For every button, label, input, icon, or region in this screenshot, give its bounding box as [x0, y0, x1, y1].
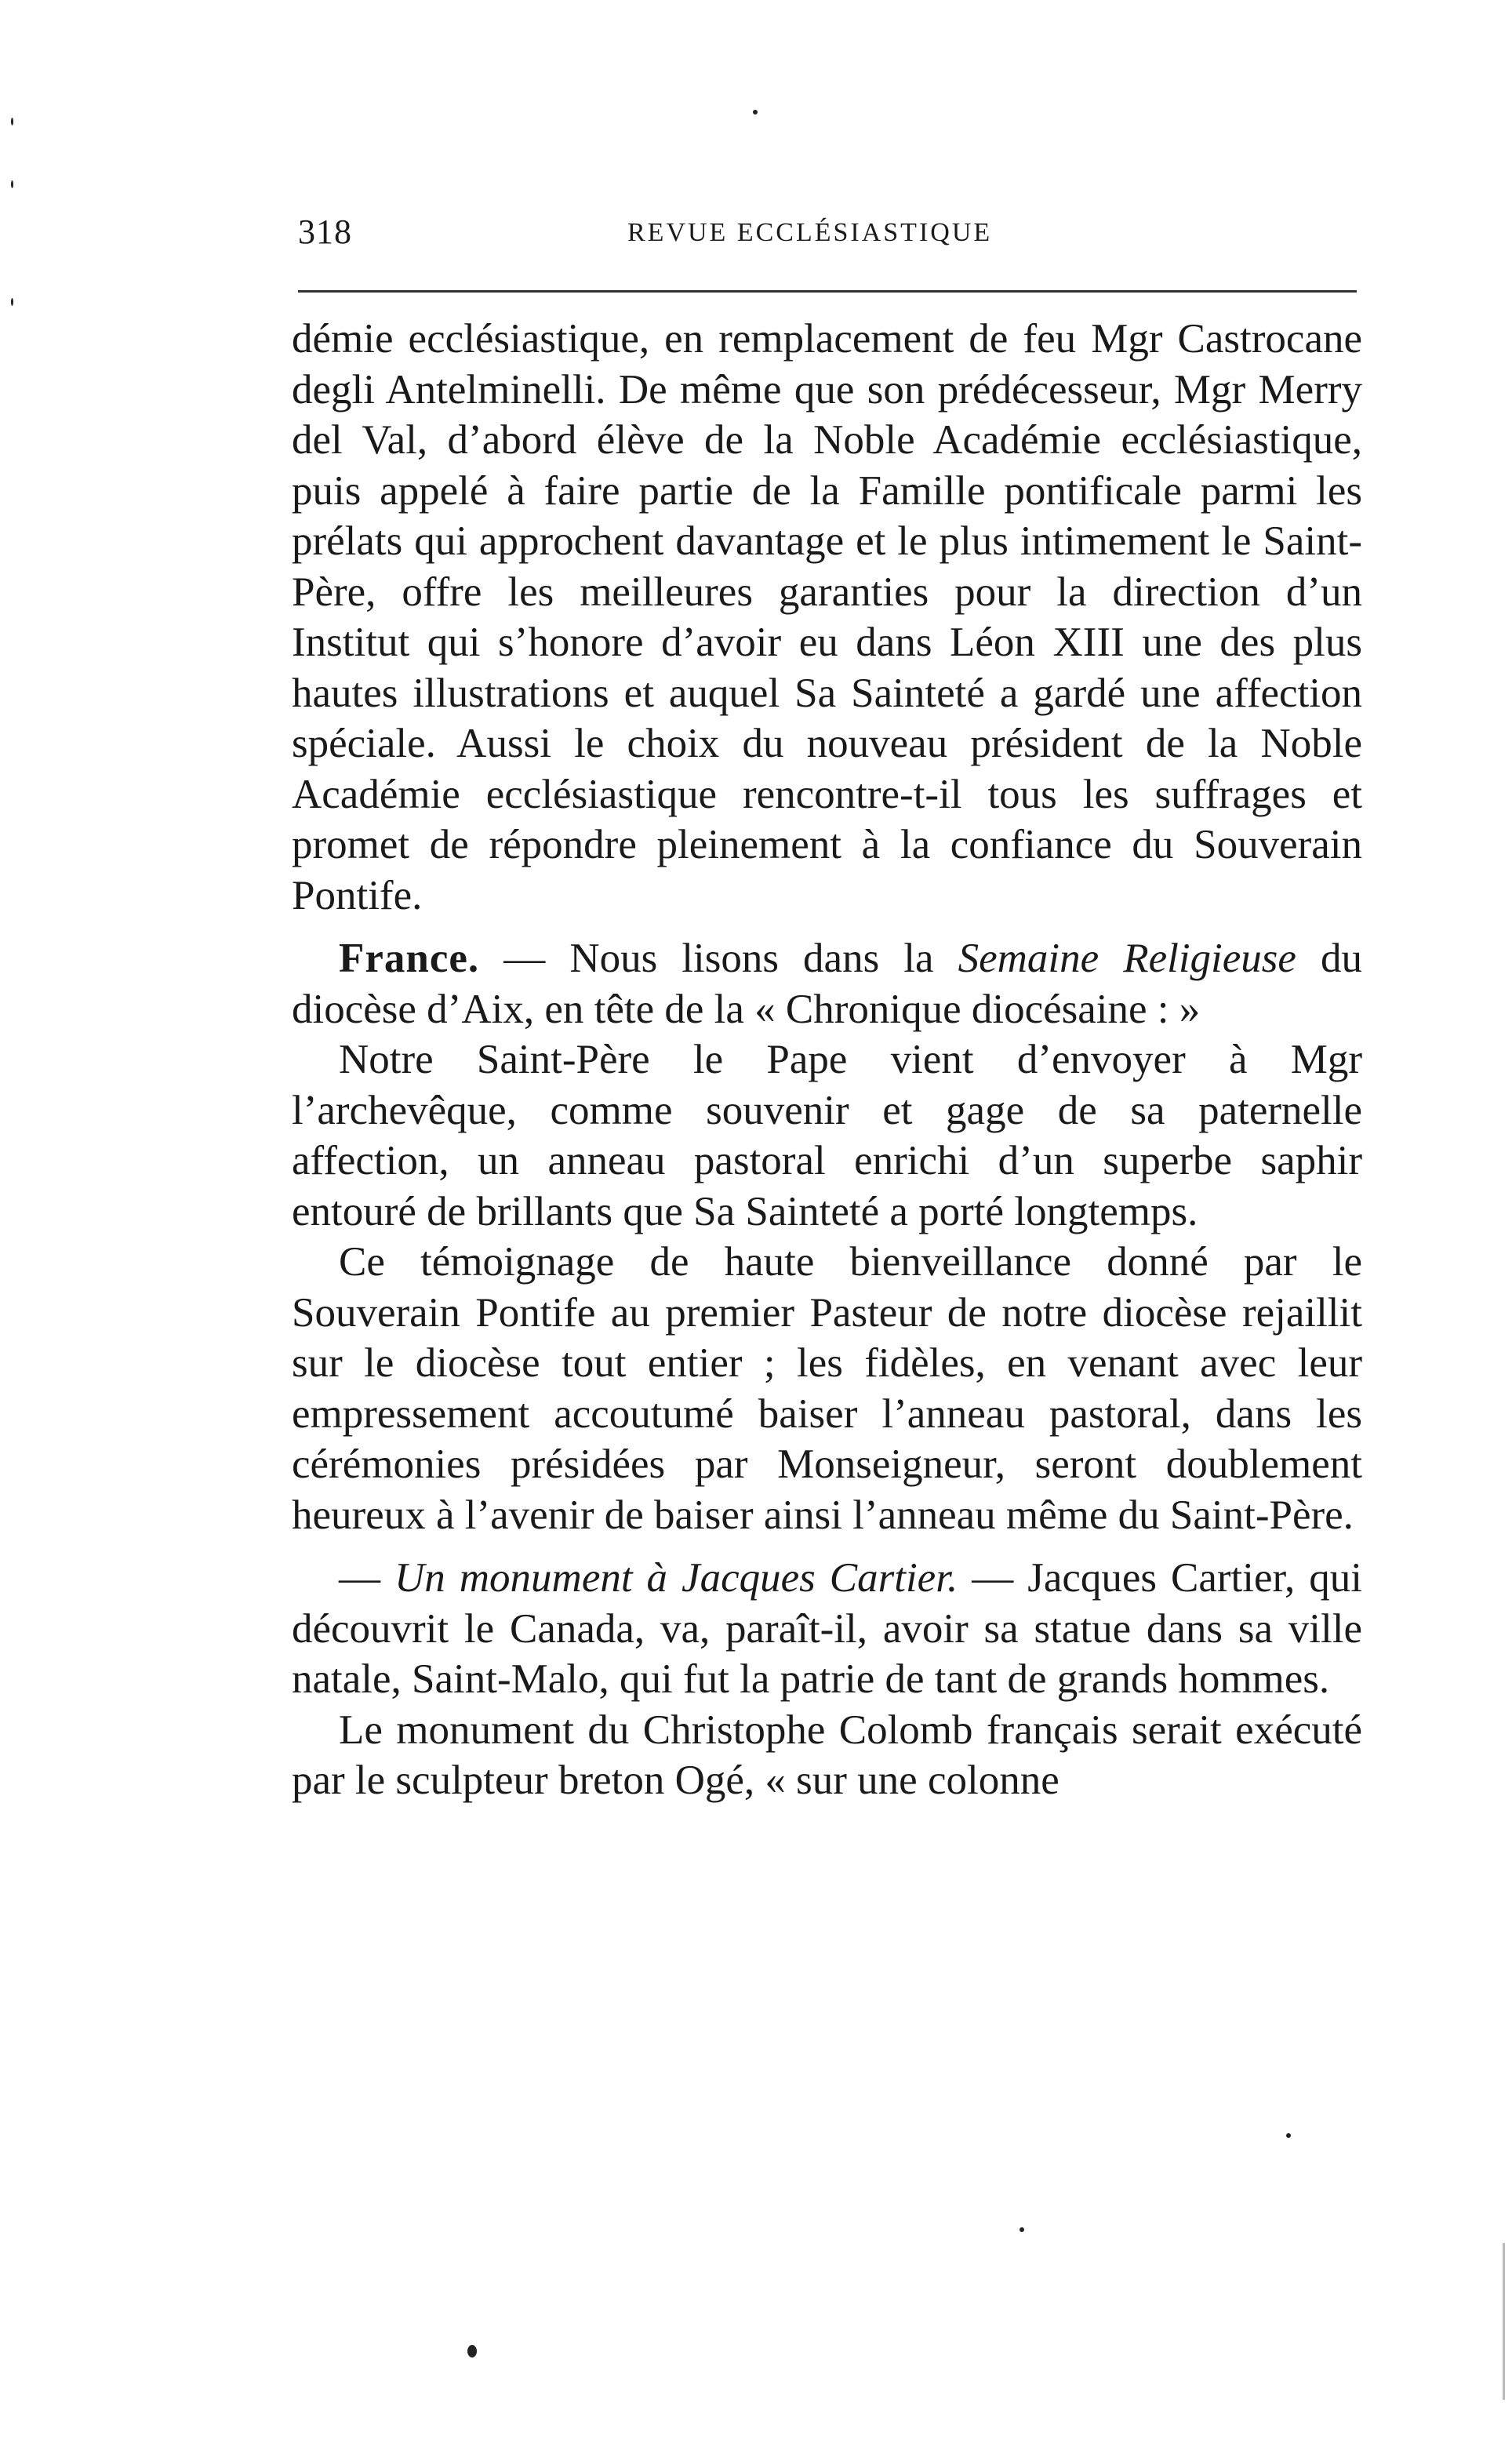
scan-speck: [1503, 2243, 1505, 2400]
body-text: [292, 314, 1362, 1806]
page-number: 318: [298, 213, 352, 251]
paragraph-1: démie ecclésiastique, en remplacement de feu Mgr Castrocane degli Antelminelli. De même que son prédécesseur, Mgr Merry del Val, d’abord élève de la Noble Académie ecclésiastique, puis appelé à faire partie de la Famille pontificale parmi les prélats qui approchent davantage et le plus intimement le Saint-Père, offre les meilleures garanties pour la direction d’un Institut qui s’honore d’avoir eu dans Léon XIII une des plus hautes illustrations et auquel Sa Sainteté a gardé une affection spéciale. Aussi le choix du nouveau président de la Noble Académie ecclésiastique rencontre-t-il tous les suffrages et promet de répondre pleinement à la confiance du Souverain Pontife.: [292, 316, 1362, 918]
section-title-cartier: Un monument à Jacques Cartier.: [394, 1555, 958, 1601]
scan-speck: [467, 2345, 477, 2357]
paragraph-france: [292, 933, 1362, 1034]
paragraph-2-text-a: — Nous lisons dans la: [479, 936, 958, 981]
scan-speck: [1020, 2227, 1024, 2232]
paragraph-2-text-b: du diocèse d’Aix, en tête de la « Chronique diocésaine : »: [292, 936, 1363, 1032]
scan-speck: [11, 298, 13, 306]
page-header: [298, 212, 1357, 259]
scan-speck: [753, 110, 758, 115]
scan-speck: [11, 180, 13, 188]
paragraph-6: Le monument du Christophe Colomb français serait exécuté par le sculpteur breton Ogé, « sur une colonne: [292, 1707, 1362, 1803]
paragraph-4: Ce témoignage de haute bienveillance donné par le Souverain Pontife au premier Pasteur de notre diocèse rejaillit sur le diocèse tout entier ; les fidèles, en venant avec leur empressement accoutumé baiser l’anneau pastoral, dans les cérémonies présidées par Monseigneur, seront doublement heureux à l’avenir de baiser ainsi l’anneau même du Saint-Père.: [292, 1239, 1362, 1538]
scan-speck: [11, 118, 13, 125]
paragraph-cartier: [292, 1553, 1362, 1705]
publication-title: Semaine Religieuse: [958, 936, 1296, 981]
scan-speck: [1286, 2133, 1291, 2138]
header-rule: [298, 290, 1357, 293]
paragraph-5-dash: —: [339, 1555, 394, 1601]
paragraph-5-text: — Jacques Cartier, qui découvrit le Canada, va, paraît-il, avoir sa statue dans sa ville natale, Saint-Malo, qui fut la patrie de tant de grands hommes.: [292, 1555, 1362, 1702]
section-lead-france: France.: [339, 936, 480, 981]
running-head: REVUE ECCLÉSIASTIQUE: [627, 218, 993, 247]
paragraph-3: Notre Saint-Père le Pape vient d’envoyer à Mgr l’archevêque, comme souvenir et gage de sa paternelle affection, un anneau pastoral enrichi d’un superbe saphir entouré de brillants que Sa Sainteté a porté longtemps.: [292, 1037, 1362, 1234]
